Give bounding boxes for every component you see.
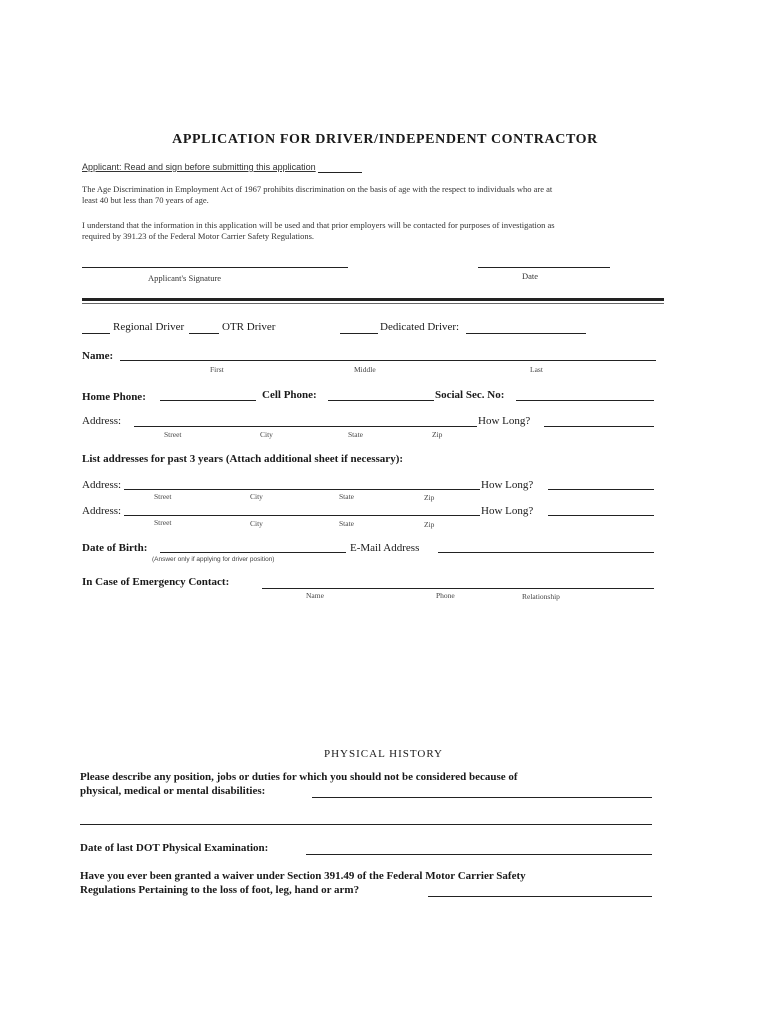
age-notice-line-2: least 40 but less than 70 years of age. <box>82 195 209 205</box>
physical-question-3-field[interactable] <box>428 896 652 897</box>
address-how-long-field[interactable] <box>544 426 654 427</box>
email-field[interactable] <box>438 552 654 553</box>
past-address-2-city-label: City <box>250 519 263 528</box>
name-first-label: First <box>210 365 224 374</box>
past-address-2-state-label: State <box>339 519 354 528</box>
past-address-1-street-label: Street <box>154 492 172 501</box>
cell-phone-field[interactable] <box>328 400 434 401</box>
date-label: Date <box>522 271 539 281</box>
address-street-label: Street <box>164 430 182 439</box>
dedicated-driver-field[interactable] <box>466 333 586 334</box>
cell-phone-label: Cell Phone: <box>262 389 317 401</box>
name-label: Name: <box>82 350 114 362</box>
name-field[interactable] <box>120 360 656 361</box>
address-state-label: State <box>348 430 363 439</box>
past-address-2-street-label: Street <box>154 518 172 527</box>
section-divider <box>82 298 664 301</box>
regional-driver-label: Regional Driver <box>113 321 185 333</box>
name-middle-label: Middle <box>354 365 376 374</box>
emergency-contact-label: In Case of Emergency Contact: <box>82 576 230 588</box>
past-address-2-how-long-label: How Long? <box>481 505 534 517</box>
physical-question-2-field[interactable] <box>306 854 652 855</box>
past-address-1-state-label: State <box>339 492 354 501</box>
past-address-1-city-label: City <box>250 492 263 501</box>
physical-question-3-line-2: Regulations Pertaining to the loss of foot, leg, hand or arm? <box>80 884 360 896</box>
instruction-underline <box>318 172 362 173</box>
name-last-label: Last <box>530 365 543 374</box>
address-zip-label: Zip <box>432 430 443 439</box>
past-address-2-label: Address: <box>82 505 122 517</box>
email-label: E-Mail Address <box>350 542 420 554</box>
address-label: Address: <box>82 415 122 427</box>
ssn-field[interactable] <box>516 400 654 401</box>
otr-driver-label: OTR Driver <box>222 321 276 333</box>
home-phone-field[interactable] <box>160 400 256 401</box>
address-field[interactable] <box>134 426 477 427</box>
past-address-1-label: Address: <box>82 479 122 491</box>
birth-date-label: Date of Birth: <box>82 542 148 554</box>
physical-question-1-extra-field[interactable] <box>80 824 652 825</box>
age-notice-line-1: The Age Discrimination in Employment Act of 1967 prohibits discrimination on the basis of age with the respect to individuals who are at <box>82 184 553 194</box>
signature-field[interactable] <box>82 267 348 268</box>
understand-notice-line-1: I understand that the information in this application will be used and that prior employers will be contacted for purposes of investigation as <box>82 220 555 230</box>
physical-question-3-line-1: Have you ever been granted a waiver under Section 391.49 of the Federal Motor Carrier Safety <box>80 870 526 882</box>
past-address-2-field[interactable] <box>124 515 480 516</box>
emergency-name-label: Name <box>306 591 324 600</box>
understand-notice-line-2: required by 391.23 of the Federal Motor Carrier Safety Regulations. <box>82 231 315 241</box>
home-phone-label: Home Phone: <box>82 391 146 403</box>
section-divider-thin <box>82 303 664 304</box>
dedicated-driver-check[interactable] <box>340 333 378 334</box>
physical-question-1-line-1: Please describe any position, jobs or duties for which you should not be considered because of <box>80 771 518 783</box>
physical-question-1-field[interactable] <box>312 797 652 798</box>
address-how-long-label: How Long? <box>478 415 531 427</box>
page-title: APPLICATION FOR DRIVER/INDEPENDENT CONTRACTOR <box>172 132 598 147</box>
emergency-contact-field[interactable] <box>262 588 654 589</box>
physical-history-heading: PHYSICAL HISTORY <box>324 748 443 760</box>
emergency-relationship-label: Relationship <box>522 592 560 601</box>
physical-question-1-line-2: physical, medical or mental disabilities: <box>80 785 266 797</box>
past-address-1-how-long-field[interactable] <box>548 489 654 490</box>
physical-question-2-label: Date of last DOT Physical Examination: <box>80 842 269 854</box>
past-address-1-how-long-label: How Long? <box>481 479 534 491</box>
address-city-label: City <box>260 430 273 439</box>
dedicated-driver-label: Dedicated Driver: <box>380 321 460 333</box>
signature-label: Applicant's Signature <box>148 273 222 283</box>
past-addresses-heading: List addresses for past 3 years (Attach additional sheet if necessary): <box>82 453 404 465</box>
otr-driver-check[interactable] <box>189 333 219 334</box>
emergency-phone-label: Phone <box>436 591 455 600</box>
instruction-text: Applicant: Read and sign before submitting this application <box>82 162 316 172</box>
birth-date-note: (Answer only if applying for driver position) <box>152 556 275 563</box>
past-address-2-zip-label: Zip <box>424 520 435 529</box>
ssn-label: Social Sec. No: <box>435 389 505 401</box>
past-address-2-how-long-field[interactable] <box>548 515 654 516</box>
past-address-1-zip-label: Zip <box>424 493 435 502</box>
regional-driver-check[interactable] <box>82 333 110 334</box>
birth-date-field[interactable] <box>160 552 346 553</box>
date-field[interactable] <box>478 267 610 268</box>
past-address-1-field[interactable] <box>124 489 480 490</box>
